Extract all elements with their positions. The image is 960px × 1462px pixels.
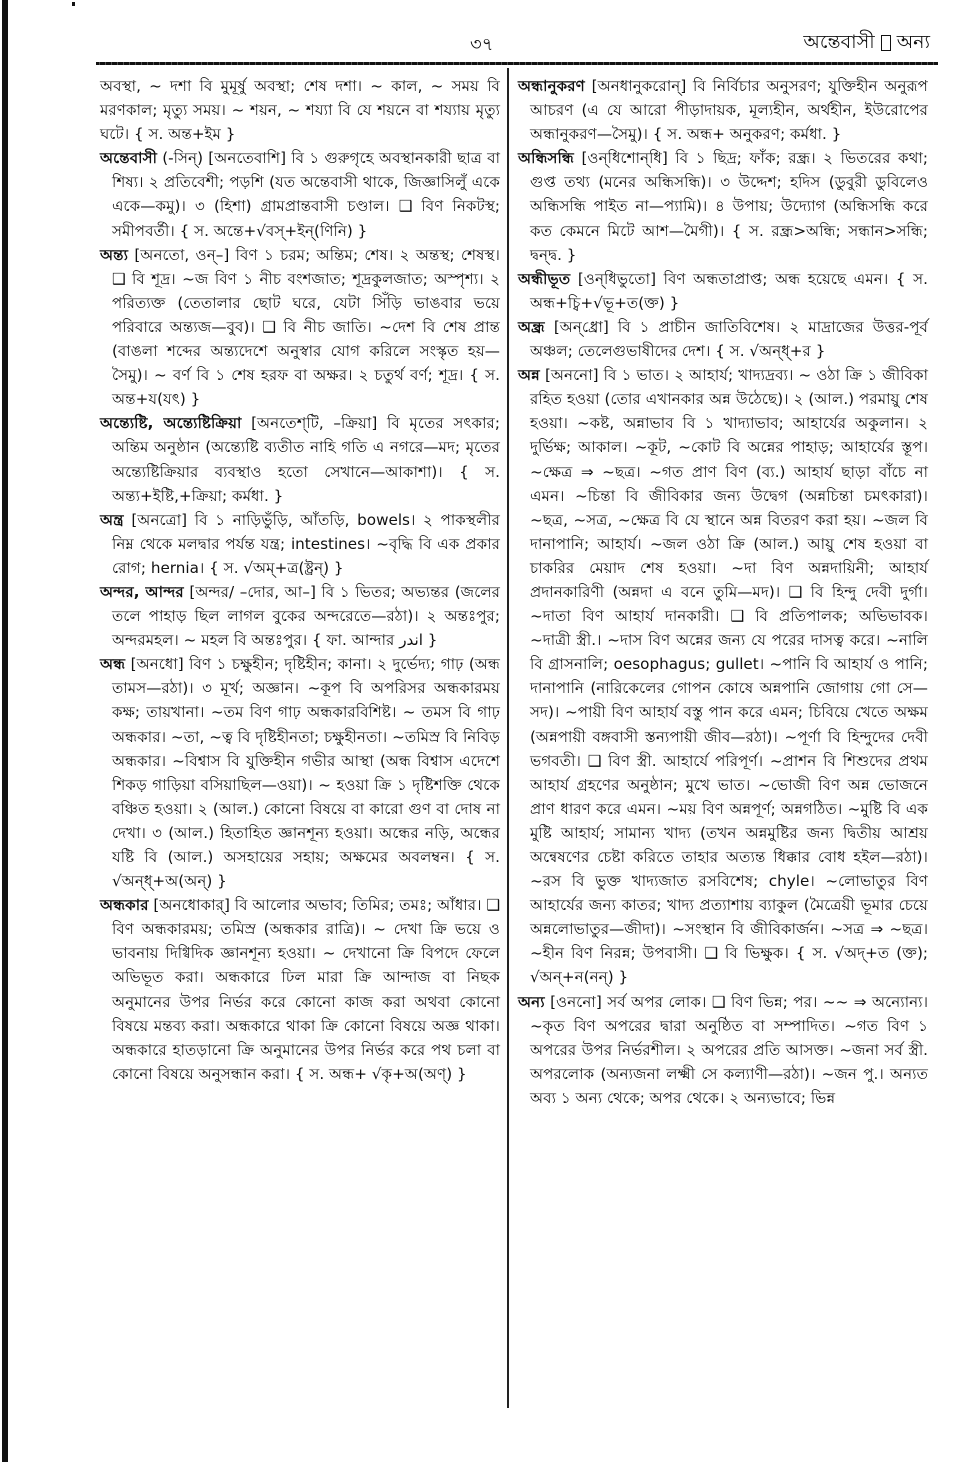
entry-definition: (-সিন্) [অনতেবাশি] বি ১ গুরুগৃহে অবস্থানকারী ছাত্র বা শিষ্য। ২ প্রতিবেশী; পড়শি (যত অন্তেবাসী থাকে, জিজ্ঞাসিলুঁ একে একে—কমু)। ৩ (হিশা) গ্রামপ্রান্তবাসী চণ্ডাল। ❑ বিণ নিকটস্থ; সমীপবর্তী। { স. অন্তে+√বস্+ইন্(ণিনি) } (112, 149, 500, 240)
guide-word-first: অন্তেবাসী (803, 31, 875, 53)
scan-edge-shadow (2, 0, 8, 1462)
dictionary-entry (100, 411, 500, 507)
entry-definition: [অনত্রো] বি ১ নাড়িভুঁড়ি, আঁতড়ি, bowels। ২ পাকস্থলীর নিম্ন থেকে মলদ্বার পর্যন্ত যন্ত্র; intestines। ~বৃদ্ধি বি এক প্রকার রোগ; hernia। { স. √অম্+ত্র(ষ্ট্রন্) } (112, 510, 500, 577)
page-header (90, 28, 930, 58)
scan-speck (72, 2, 75, 6)
dictionary-entry (518, 267, 928, 315)
entry-headword: অন্ধীভূত (518, 269, 571, 288)
dictionary-entry (518, 146, 928, 266)
guide-words (803, 28, 930, 60)
entry-definition: [অনধোকার্] বি আলোর অভাব; তিমির; তমঃ; আঁধার। ❑ বিণ অন্ধকারময়; তমিস্র (অন্ধকার রাত্রি)। ~ দেখা ক্রি ভয়ে ও ভাবনায় দিগ্বিদিক জ্ঞানশূন্য হওয়া। ~ দেখানো ক্রি বিপদে ফেলে অভিভূত করা। অন্ধকারে ঢিল মারা ক্রি আন্দাজ বা নিছক অনুমানের উপর নির্ভর করে কোনো কাজ করা অথবা কোনো বিষয়ে মন্তব্য করা। অন্ধকারে থাকা ক্রি কোনো বিষয়ে অজ্ঞ থাকা। অন্ধকারে হাতড়ানো ক্রি অনুমানের উপর নির্ভর করে পথ চলা বা কোনো বিষয়ে অনুসন্ধান করা। { স. অন্ধ+ √কৃ+অ(অণ্) } (112, 896, 500, 1083)
guide-word-last: অন্য (896, 31, 930, 53)
entry-headword: অন্তেবাসী (100, 149, 157, 168)
entry-definition: [অনধানুকরোন্] বি নির্বিচার অনুসরণ; যুক্তিহীন অনুরূপ আচরণ (এ যে আরো পীড়াদায়ক, মূল্যহীন, অর্থহীন, ইউরোপের অন্ধানুকরণ—সৈমু)। { স. অন্ধ+ অনুকরণ; কর্মধা. } (530, 77, 928, 144)
entry-definition: [অননো] বি ১ ভাত। ২ আহার্য; খাদ্যদ্রব্য। ~ ওঠা ক্রি ১ জীবিকা রহিত হওয়া (তোর এখানকার অন্ন উঠেছে)। ২ (আল.) পরমায়ু শেষ হওয়া। ~কষ্ট, অন্নাভাব বি ১ খাদ্যাভাব; আহার্যের অকুলান। ২ দুর্ভিক্ষ; আকাল। ~কূট, ~কোট বি অন্নের পাহাড়; আহার্যের স্তূপ। ~ক্ষেত্র ⇒ ~ছত্র। ~গত প্রাণ বিণ (ব্য.) আহার্য ছাড়া বাঁচে না এমন। ~চিন্তা বি জীবিকার জন্য উদ্বেগ (অন্নচিন্তা চমৎকারা)। ~ছত্র, ~সত্র, ~ক্ষেত্র বি যে স্থানে অন্ন বিতরণ করা হয়। ~জল বি দানাপানি; আহার্য। ~জল ওঠা ক্রি (আল.) আয়ু শেষ হওয়া বা চাকরির মেয়াদ শেষ হওয়া। ~দা বিণ অন্নদায়িনী; আহার্য প্রদানকারিণী (অন্নদা এ বনে তুমি—মদ)। ❑ বি হিন্দু দেবী দুর্গা। ~দাতা বিণ আহার্য দানকারী। ❑ বি প্রতিপালক; অভিভাবক। ~দাত্রী স্ত্রী.। ~দাস বিণ অন্নের জন্য যে পরের দাসত্ব করে। ~নালি বি গ্রাসনালি; oesophagus; gullet। ~পানি বি আহার্য ও পানি; দানাপানি (নারিকেলের গোপন কোষে অন্নপানি জোগায় গো সে—সদ)। ~পায়ী বিণ আহার্য বস্তু পান করে এমন; চিবিয়ে খেতে অক্ষম (অন্নপায়ী বঙ্গবাসী স্তন্যপায়ী জীব—রঠা)। ~পূর্ণা বি হিন্দুদের দেবী ভগবতী। ❑ বিণ স্ত্রী. আহার্যে পরিপূর্ণ। ~প্রাশন বি শিশুদের প্রথম আহার্য গ্রহণের অনুষ্ঠান; মুখে ভাত। ~ভোজী বিণ অন্ন ভোজনে প্রাণ ধারণ করে এমন। ~ময় বিণ অন্নপূর্ণ; অন্নগঠিত। ~মুষ্টি বি এক মুষ্টি আহার্য; সামান্য খাদ্য (তখন অন্নমুষ্টির জন্য দ্বিতীয় আশ্রয় অন্বেষণের চেষ্টা করিতে তাহার অত্যন্ত ধিক্কার বোধ হইল—রঠা)। ~রস বি ভুক্ত খাদ্যজাত রসবিশেষ; chyle। ~লোভাতুর বিণ আহার্যের জন্য কাতর; খাদ্য প্রত্যাশায় ব্যাকুল (মৈত্রেয়ী ভূমার চেয়ে অন্নলোভাতুর—জীদা)। ~সংস্থান বি জীবিকার্জন। ~সত্র ⇒ ~ছত্র। ~হীন বিণ নিরন্ন; উপবাসী। ❑ বি ভিক্ষুক। { স. √অদ্+ত (ক্ত); √অন্+ন(নন্) } (530, 366, 928, 987)
dictionary-entry (100, 508, 500, 580)
dictionary-entry (518, 74, 928, 146)
entry-headword: অন্য (518, 992, 545, 1011)
entry-headword: অন্ধকার (100, 896, 149, 915)
entry-definition: [ওন্‌ধিশোন্‌ধি] বি ১ ছিদ্র; ফাঁক; রন্ধ্র। ২ ভিতরের কথা; গুপ্ত তথ্য (মনের অন্ধিসন্ধি)। ৩ উদ্দেশ; হদিস (ডুবুরী ডুবিলেও অন্ধিসন্ধি পাইত না—প্যামি)। ৪ উপায়; উদ্যোগ (অন্ধিসন্ধি করে কত কেমনে মিটে আশ—মৈগী)। { স. রন্ধ্র>অন্ধি; সন্ধান>সন্ধি; দ্বন্দ্ব. } (530, 149, 928, 264)
entry-headword: অন্ত্র (100, 510, 124, 529)
dictionary-entry (100, 74, 500, 146)
entry-definition: [ওননো] সর্ব অপর লোক। ❑ বিণ ভিন্ন; পর। ~~ ⇒ অন্যোন্য। ~কৃত বিণ অপরের দ্বারা অনুষ্ঠিত বা সম্পাদিত। ~গত বিণ ১ অপরের উপর নির্ভরশীল। ২ অপরের প্রতি আসক্ত। ~জনা সর্ব স্ত্রী. অপরলোক (অন্যজনা লক্ষ্মী সে কল্যাণী—রঠা)। ~জন পু.। অন্যত অব্য ১ অন্য থেকে; অপর থেকে। ২ অন্যভাবে; ভিন্ন (530, 992, 929, 1107)
dictionary-entry (100, 146, 500, 242)
dictionary-entry (100, 243, 500, 412)
left-column (100, 74, 500, 1086)
entry-headword: অন্ধ (100, 655, 126, 674)
entry-definition: [অনতো, ওন্–] বিণ ১ চরম; অন্তিম; শেষ। ২ অন্তস্থ; শেষস্থ। ❑ বি শূদ্র। ~জ বিণ ১ নীচ বংশজাত; শূদ্রকুলজাত; অস্পৃশ্য। ২ পরিত্যক্ত (তেতালার ছোট ঘরে, যেটা সিঁড়ি ভাঙবার ভয়ে পরিবারে অন্ত্যজ—বুব)। ❑ বি নীচ জাতি। ~দেশ বি শেষ প্রান্ত (বাঙলা শব্দের অন্ত্যদেশে অনুস্বার যোগ করিলে সংস্কৃত হয়—সৈমু)। ~ বর্ণ বি ১ শেষ হরফ বা অক্ষর। ২ চতুর্থ বর্ণ; শূদ্র। { স. অন্ত+য(যৎ) } (112, 245, 500, 409)
entry-headword: অন্ধানুকরণ (518, 77, 585, 95)
guide-separator-icon (881, 35, 891, 51)
entry-headword: অন্ত্য (100, 245, 129, 264)
entry-definition: [অন্দর/ –দোর, আ–] বি ১ ভিতর; অভ্যন্তর (জলের তলে পাহাড় ছিল লাগল বুকের অন্দরেতে—রঠা)। ২ অন্তঃপুর; অন্দরমহল। ~ মহল বি অন্তঃপুর। { ফা. আন্দার اندر } (112, 582, 501, 650)
entry-definition: অবস্থা, ~ দশা বি মুমূর্ষু অবস্থা; শেষ দশা। ~ কাল, ~ সময় বি মরণকাল; মৃত্যু সময়। ~ শয়ন, ~ শয্যা বি যে শয়নে বা শয্যায় মৃত্যু ঘটে। { স. অন্ত+ইম } (100, 77, 500, 144)
entry-definition: [অন্‌ধ্রো] বি ১ প্রাচীন জাতিবিশেষ। ২ মাদ্রাজের উত্তর-পূর্ব অঞ্চল; তেলেগুভাষীদের দেশ। { স. √অন্ধ্+র } (530, 317, 929, 361)
entry-headword: অন্ধিসন্ধি (518, 149, 574, 168)
entry-definition: [অনধো] বিণ ১ চক্ষুহীন; দৃষ্টিহীন; কানা। ২ দুর্ভেদ্য; গাঢ় (অন্ধ তামস—রঠা)। ৩ মূর্খ; অজ্ঞান। ~কূপ বি অপরিসর অন্ধকারময় কক্ষ; তায়খানা। ~তম বিণ গাঢ় অন্ধকারবিশিষ্ট। ~ তমস বি গাঢ় অন্ধকার। ~তা, ~ত্ব বি দৃষ্টিহীনতা; চক্ষুহীনতা। ~তমিস্র বি নিবিড় অন্ধকার। ~বিশ্বাস বি যুক্তিহীন গভীর আস্থা (অন্ধ বিশ্বাস এদেশে শিকড় গাড়িয়া বসিয়াছিল—ওয়া)। ~ হওয়া ক্রি ১ দৃষ্টিশক্তি থেকে বঞ্চিত হওয়া। ২ (আল.) কোনো বিষয়ে বা কারো গুণ বা দোষ না দেখা। ৩ (আল.) হিতাহিত জ্ঞানশূন্য হওয়া। অন্ধের নড়ি, অন্ধের যষ্টি বি (আল.) অসহায়ের সহায়; অক্ষমের অবলম্বন। { স. √অন্ধ্+অ(অন্) } (112, 655, 500, 891)
dictionary-entry (518, 363, 928, 989)
entry-headword: অন্ধ্র (518, 317, 545, 336)
dictionary-entry (100, 893, 500, 1086)
header-rule (96, 62, 938, 65)
dictionary-entry (100, 580, 500, 652)
page-number: ৩৭ (470, 34, 494, 55)
entry-headword: অন্দর, আন্দর (100, 582, 184, 601)
entry-definition: [অনতেশ্‌টি, –ক্রিয়া] বি মৃতের সৎকার; অন্তিম অনুষ্ঠান (অন্ত্যেষ্টি ব্যতীত নাহি গতি এ নগরে—মদ; মৃতের অন্ত্যেষ্টিক্রিয়ার ব্যবস্থাও হতো সেখানে—আকাশা)। { স. অন্ত্য+ইষ্টি,+ক্রিয়া; কর্মধা. } (112, 414, 501, 505)
dictionary-entry (518, 315, 928, 363)
entry-headword: অন্ত্যেষ্টি, অন্ত্যেষ্টিক্রিয়া (100, 414, 242, 433)
entry-headword: অন্ন (518, 366, 540, 385)
dictionary-entry (100, 652, 500, 893)
right-column (518, 74, 928, 1110)
entry-definition: [ওন্‌ধিভুতো] বিণ অন্ধতাপ্রাপ্ত; অন্ধ হয়েছে এমন। { স. অন্ধ+চ্বি+√ভূ+ত(ক্ত) } (530, 269, 928, 312)
column-divider (507, 68, 509, 1408)
dictionary-entry (518, 990, 928, 1110)
